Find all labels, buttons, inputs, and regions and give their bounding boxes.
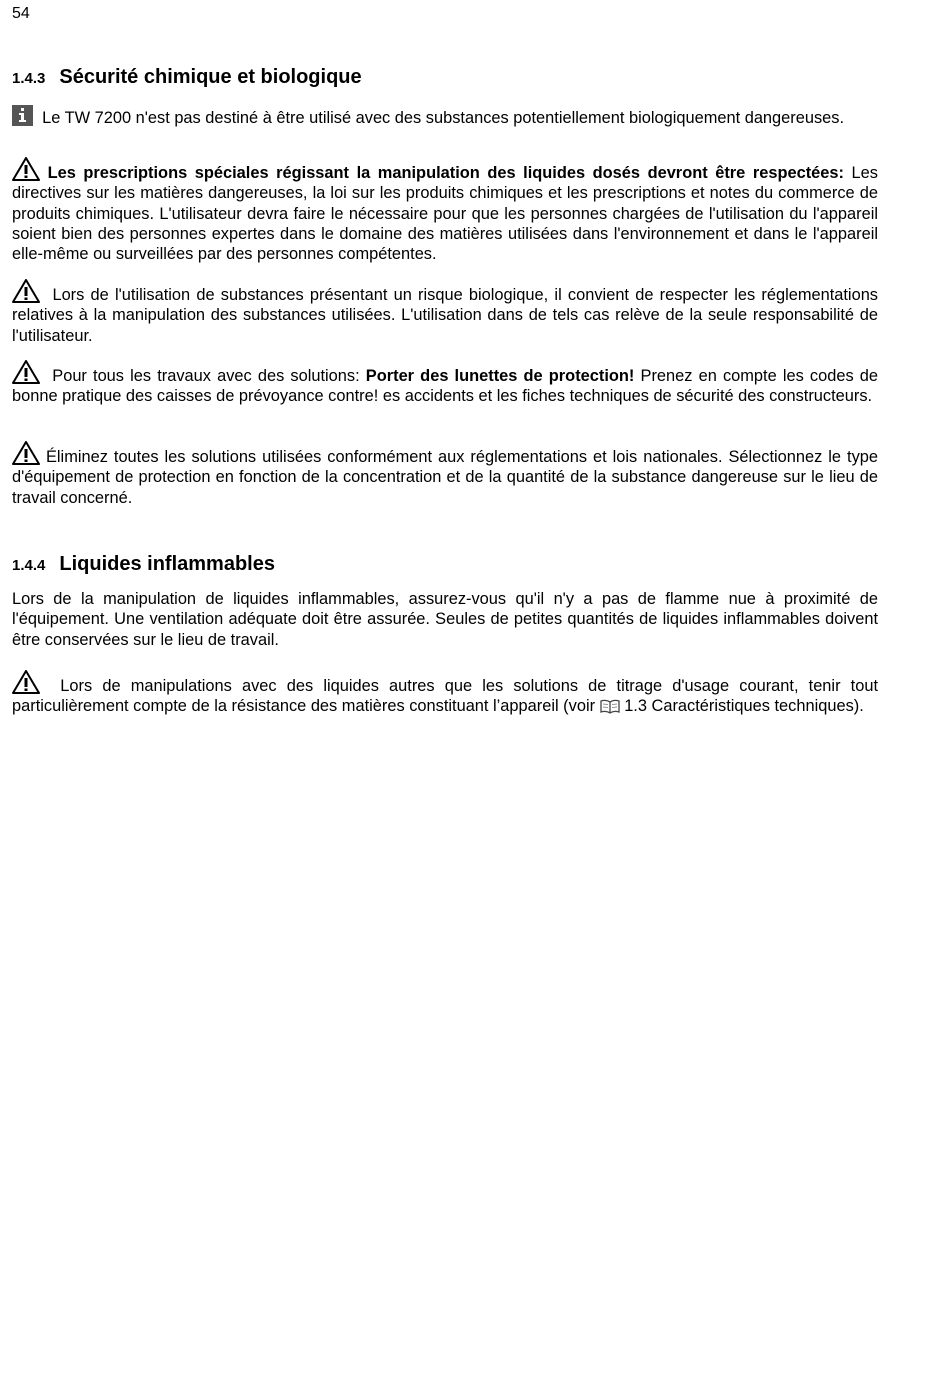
warning-paragraph-biological-risk [12, 279, 878, 346]
section-chemical-biological-safety [12, 66, 879, 507]
paragraph-text: Lors de l'utilisation de substances présentant un risque biologique, il convient de respecter les réglementations relatives à la manipulation des substances utilisées. L'utilisation dans de tels cas relève de la seule responsabilité de l'utilisateur. [12, 286, 879, 345]
paragraph-text-after: Prenez en compte les codes de bonne pratique des caisses de prévoyance contre! es accidents et les fiches techniques de sécurité des constructeurs. [12, 367, 878, 406]
section-heading [12, 553, 878, 576]
warning-paragraph-protection [12, 360, 878, 407]
section-title: Sécurité chimique et biologique [59, 66, 362, 88]
section-number: 1.4.4 [12, 557, 46, 574]
paragraph-text: Le TW 7200 n'est pas destiné à être utilisé avec des substances potentiellement biologiquement dangereuses. [42, 109, 845, 127]
paragraph-text: Lors de manipulations avec des liquides autres que les solutions de titrage d'usage courant, tenir tout particulièrement compte de la résistance des matières constituant l’appareil (voir [12, 677, 879, 716]
paragraph-text-after: 1.3 Caractéristiques techniques). [624, 697, 864, 716]
section-flammable-liquids [12, 553, 879, 716]
warning-icon [12, 441, 40, 465]
paragraph-text: Pour tous les travaux avec des solutions: [52, 367, 360, 385]
section-title: Liquides inflammables [59, 553, 275, 575]
warning-icon [12, 279, 40, 303]
warning-icon [12, 157, 40, 181]
section-heading [12, 66, 878, 89]
warning-paragraph-prescriptions [12, 157, 878, 264]
book-icon [600, 699, 620, 714]
paragraph-text: Éliminez toutes les solutions utilisées conformément aux réglementations et lois nationales. Sélectionnez le type d'équipement de protection en fonction de la concentration et de la quantité de la substance dangereuse sur le lieu de travail concerné. [12, 448, 879, 507]
warning-paragraph-disposal [12, 441, 878, 508]
paragraph-text: Lors de la manipulation de liquides inflammables, assurez-vous qu'il n'y a pas de flamme nue à proximité de l'équipement. Une ventilation adéquate doit être assurée. Seules de petites quantités de liquides inflammables doivent être conservées sur le lieu de travail. [12, 590, 878, 649]
paragraph-bold-text: Les prescriptions spéciales régissant la manipulation des liquides dosés devront être respectées: [47, 164, 844, 182]
page-number: 54 [12, 5, 30, 22]
paragraph-bold-text: Porter des lunettes de protection! [365, 367, 635, 385]
warning-paragraph-material-resistance [12, 670, 878, 717]
warning-icon [12, 360, 40, 384]
info-icon [12, 105, 33, 126]
info-paragraph [12, 105, 878, 128]
paragraph-flammable-handling [12, 589, 878, 650]
paragraph-text: Les directives sur les matières dangereuses, la loi sur les produits chimiques et les prescriptions et notes du commerce de produits chimiques. L'utilisateur devra faire le nécessaire pour que les personnes chargées de l'utilisation du l'appareil soient bien des personnes expertes dans le domaine des matières utilisées dans l'environnement et dans le l'appareil elle-même ou surveillées par des personnes compétentes. [12, 164, 878, 264]
section-number: 1.4.3 [12, 70, 46, 87]
warning-icon [12, 670, 40, 694]
